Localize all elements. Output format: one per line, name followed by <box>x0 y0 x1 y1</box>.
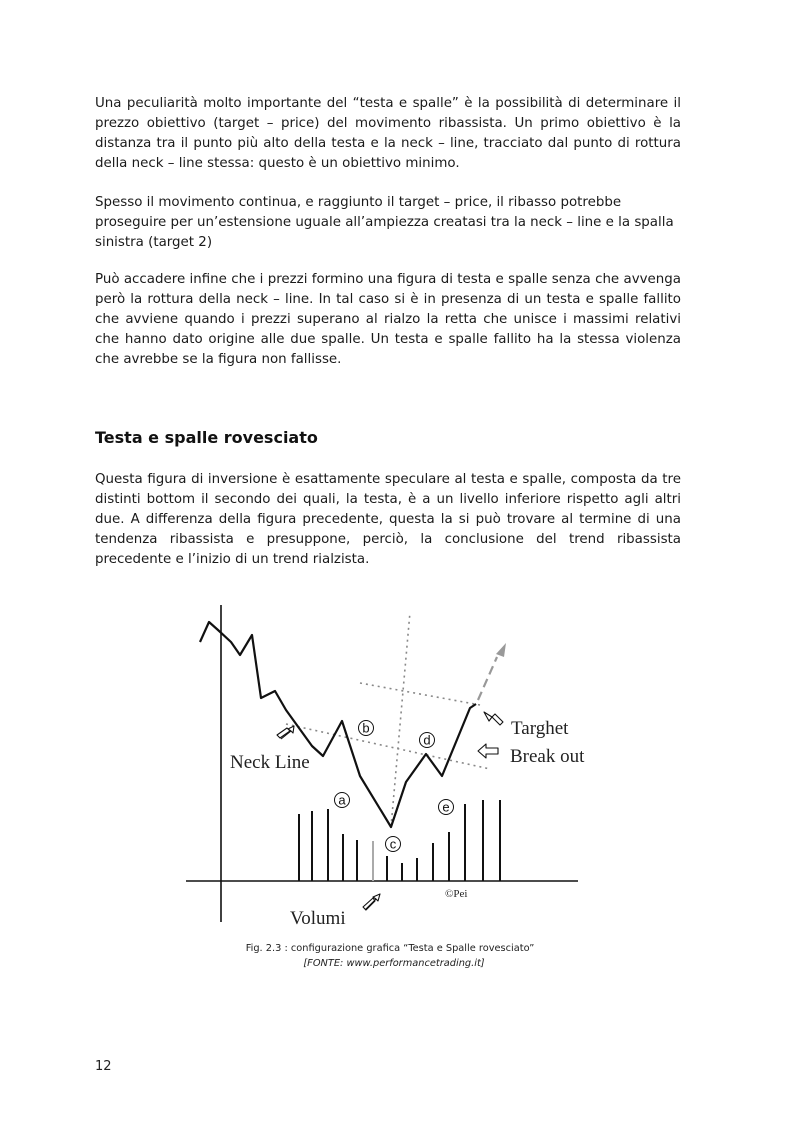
break-out-label: Break out <box>510 746 585 767</box>
body-paragraph-target-price: Una peculiarità molto importante del “testa e spalle” è la possibilità di determinare il prezzo obiettivo (target – price) del movimento ribassista. Un primo obiettivo è la distanza tra il punto più alto della testa e la neck – line, tracciato dal punto di rottura della neck – line stessa: questo è un obiettivo minimo. <box>95 96 681 171</box>
break-out-arrow-icon <box>478 744 498 758</box>
section-paragraph: Questa figura di inversione è esattamente speculare al testa e spalle, composta da tre distinti bottom il secondo dei quali, la testa, è a un livello inferiore rispetto agli altri due. A differenza della figura precedente, questa la si può trovare al termine di una tendenza ribassista e presuppone, perciò, la conclusione del trend ribassista precedente e l’inizio di un trend rialzista. <box>95 472 681 567</box>
body-paragraph-target-2: Spesso il movimento continua, e raggiunto il target – price, il ribasso potrebbe proseguire per un’estensione uguale all’ampiezza creatasi tra la neck – line e la spalla sinistra (target 2) <box>95 195 674 250</box>
breakout-projection <box>478 657 497 700</box>
copyright-label: ©Pei <box>445 888 468 900</box>
figure-caption <box>180 941 600 971</box>
targhet-label: Targhet <box>511 718 569 739</box>
section-heading: Testa e spalle rovesciato <box>95 428 318 447</box>
volumi-label: Volumi <box>290 908 346 929</box>
head-vertical <box>391 612 410 827</box>
page-number: 12 <box>95 1059 112 1074</box>
point-c-label: c <box>389 836 397 852</box>
neck-line <box>286 724 490 769</box>
point-d-label: d <box>423 732 431 748</box>
point-b-label: b <box>362 720 370 736</box>
targhet-arrow-icon <box>484 712 503 725</box>
caption-source: [FONTE: www.performancetrading.it] <box>303 958 485 969</box>
inverse-head-and-shoulders-figure <box>180 600 600 930</box>
point-markers <box>335 721 454 852</box>
breakout-arrowhead <box>496 643 506 657</box>
volumi-arrow-icon <box>363 894 380 910</box>
point-e-label: e <box>442 799 450 815</box>
target-line <box>360 683 480 705</box>
neck-line-label: Neck Line <box>230 752 310 773</box>
body-paragraph-failed-pattern: Può accadere infine che i prezzi formino una figura di testa e spalle senza che avvenga però la rottura della neck – line. In tal caso si è in presenza di un testa e spalle fallito che avviene quando i prezzi superano al rialzo la retta che unisce i massimi relativi che hanno dato origine alle due spalle. Un testa e spalle fallito ha la stessa violenza che avrebbe se la figura non fallisse. <box>95 272 681 367</box>
point-a-label: a <box>338 792 346 808</box>
caption-text: Fig. 2.3 : configurazione grafica “Testa e Spalle rovesciato” <box>245 943 535 954</box>
